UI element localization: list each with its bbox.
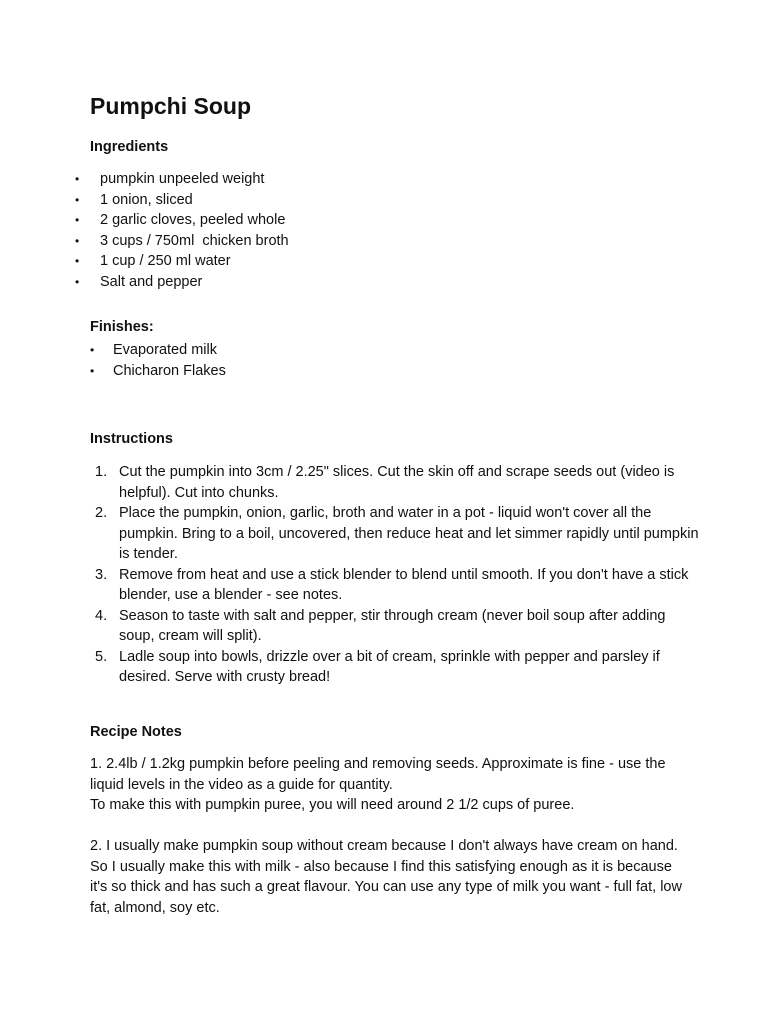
- instruction-step: [0, 565, 700, 606]
- instruction-step: [0, 462, 700, 503]
- ingredient-item: • 3 cups / 750ml chicken broth: [0, 231, 289, 252]
- finishes-list: [0, 340, 226, 382]
- step-number: 1.: [95, 464, 108, 480]
- step-number: 4.: [95, 607, 108, 624]
- finish-item: • Evaporated milk: [0, 340, 226, 361]
- recipe-notes-heading: Recipe Notes: [90, 724, 182, 740]
- ingredient-item: • 1 cup / 250 ml water: [0, 251, 289, 272]
- page-title: Pumpchi Soup: [90, 93, 251, 119]
- instructions-list: [0, 462, 700, 688]
- instruction-step: [0, 647, 700, 688]
- ingredient-item: • 2 garlic cloves, peeled whole: [0, 210, 289, 231]
- instruction-step: [0, 503, 700, 565]
- step-number: 5.: [95, 648, 108, 665]
- step-text: Remove from heat and use a stick blender to blend until smooth. If you don't have a stick blender, use a blender - see notes.: [119, 566, 689, 603]
- recipe-note-1: 1. 2.4lb / 1.2kg pumpkin before peeling and removing seeds. Approximate is fine - use the liquid levels in the video as a guide for quantity.: [90, 756, 666, 793]
- recipe-note-2: 2. I usually make pumpkin soup without cream because I don't always have cream on hand. So I usually make this with milk - also because I find this satisfying enough as it is because it's so thick and has such a great flavour. You can use any type of milk you want - full fat, low fat, almond, soy etc.: [90, 838, 682, 916]
- step-text: Season to taste with salt and pepper, stir through cream (never boil soup after adding soup, cream will split).: [119, 607, 666, 644]
- step-number: 2.: [95, 505, 108, 521]
- finish-item: • Chicharon Flakes: [0, 361, 226, 382]
- ingredient-item: • Salt and pepper: [0, 272, 289, 293]
- ingredients-heading: Ingredients: [90, 139, 169, 155]
- instructions-heading: Instructions: [90, 431, 173, 447]
- step-number: 3.: [95, 566, 108, 583]
- finishes-heading: Finishes:: [90, 319, 154, 335]
- step-text: Place the pumpkin, onion, garlic, broth and water in a pot - liquid won't cover all the pumpkin. Bring to a boil, uncovered, then reduce heat and let simmer rapidly until pumpkin is tender.: [119, 505, 699, 562]
- instruction-step: [0, 606, 700, 647]
- step-text: Cut the pumpkin into 3cm / 2.25" slices. Cut the skin off and scrape seeds out (video is helpful). Cut into chunks.: [119, 464, 675, 501]
- recipe-note-1-puree: To make this with pumpkin puree, you will need around 2 1/2 cups of puree.: [90, 797, 575, 813]
- ingredients-list: [0, 169, 289, 292]
- ingredient-item: • pumpkin unpeeled weight: [0, 169, 289, 190]
- step-text: Ladle soup into bowls, drizzle over a bit of cream, sprinkle with pepper and parsley if desired. Serve with crusty bread!: [119, 648, 660, 685]
- ingredient-item: • 1 onion, sliced: [0, 190, 289, 211]
